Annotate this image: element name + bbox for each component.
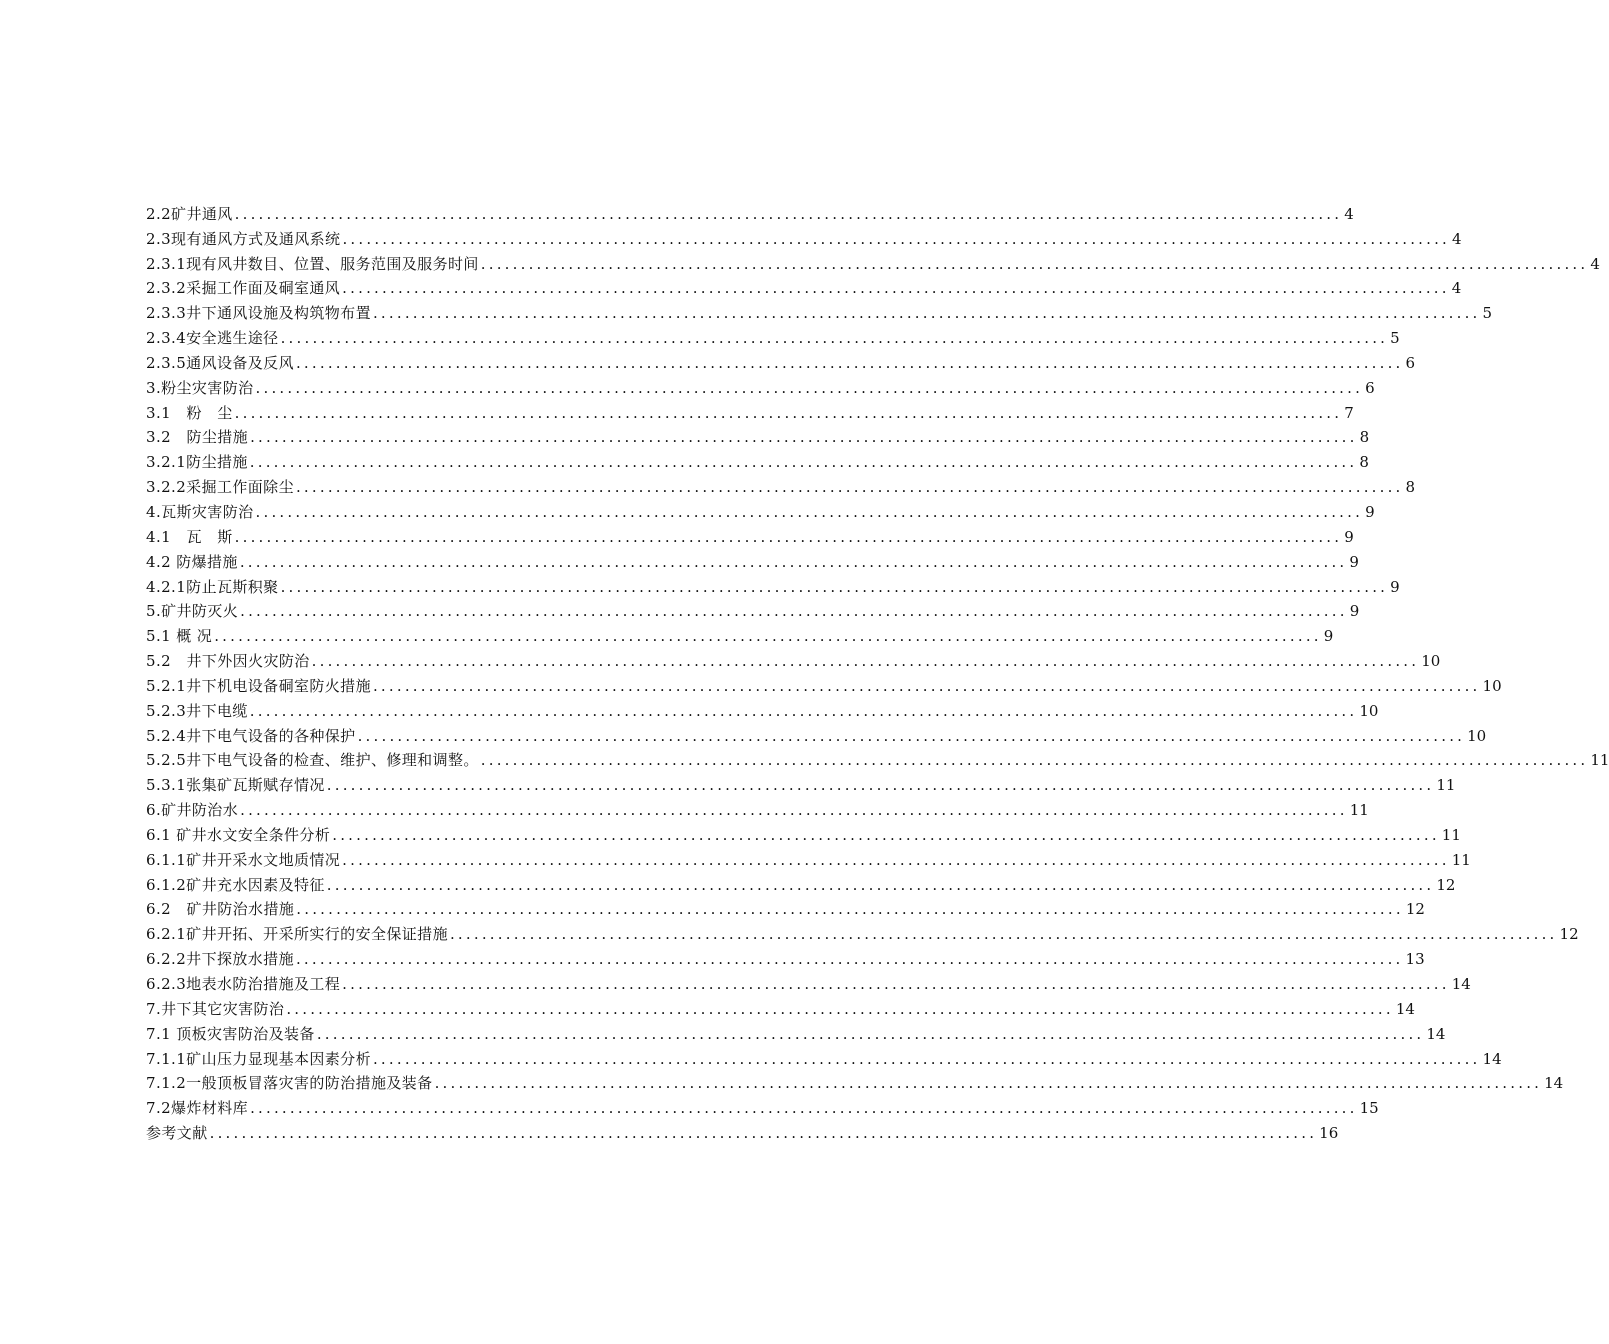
toc-entry[interactable] — [146, 348, 1416, 373]
toc-entry-page-number: 4 — [1451, 279, 1462, 298]
toc-entry-title: 4.2.1防止瓦斯积聚 — [146, 577, 279, 596]
toc-entry-title: 7.1.2一般顶板冒落灾害的防治措施及装备 — [146, 1074, 433, 1093]
toc-entry-title: 6.矿井防治水 — [146, 801, 239, 820]
toc-entry-page-number: 4 — [1590, 254, 1600, 273]
toc-entry-title: 6.2.1矿井开拓、开采所实行的安全保证措施 — [146, 925, 448, 944]
toc-entry-title: 6.2.2井下探放水措施 — [146, 950, 294, 969]
toc-entry[interactable] — [146, 423, 1370, 448]
toc-entry[interactable] — [146, 522, 1354, 547]
toc-entry[interactable] — [146, 472, 1416, 497]
toc-entry-title: 4.1 瓦 斯 — [146, 527, 233, 546]
toc-entry-page-number: 9 — [1349, 602, 1360, 621]
toc-entry[interactable] — [146, 895, 1425, 920]
toc-entry[interactable] — [146, 696, 1379, 721]
toc-entry-title: 5.3.1张集矿瓦斯赋存情况 — [146, 776, 325, 795]
toc-entry-page-number: 9 — [1390, 577, 1400, 596]
toc-entry-title: 3.2 防尘措施 — [146, 428, 249, 447]
toc-entry-page-number: 10 — [1467, 726, 1487, 745]
toc-entry-title: 5.2.5井下电气设备的检查、维护、修理和调整。 — [146, 751, 479, 770]
toc-dot-leader: ........................................................................................................................................... — [480, 254, 1589, 273]
toc-entry-title: 2.3现有通风方式及通风系统 — [146, 229, 341, 248]
toc-entry-title: 2.3.2采掘工作面及硐室通风 — [146, 279, 341, 298]
toc-entry-title: 参考文献 — [146, 1124, 208, 1143]
toc-entry-page-number: 5 — [1390, 329, 1400, 348]
toc-entry-page-number: 8 — [1359, 453, 1369, 472]
toc-dot-leader: ........................................................................................................................................... — [234, 403, 1343, 422]
toc-entry[interactable] — [146, 746, 1609, 771]
toc-dot-leader: ........................................................................................................................................... — [234, 204, 1343, 223]
toc-entry-page-number: 4 — [1452, 229, 1462, 248]
toc-dot-leader: ........................................................................................................................................... — [342, 279, 1450, 298]
toc-dot-leader: ........................................................................................................................................... — [372, 304, 1481, 323]
toc-dot-leader: ........................................................................................................................................... — [326, 875, 1435, 894]
toc-entry[interactable] — [146, 870, 1456, 895]
toc-entry-page-number: 12 — [1436, 875, 1456, 894]
toc-dot-leader: ........................................................................................................................................... — [311, 652, 1420, 671]
toc-entry[interactable] — [146, 572, 1400, 597]
toc-entry-title: 6.1 矿井水文安全条件分析 — [146, 825, 331, 844]
toc-entry-page-number: 9 — [1344, 527, 1354, 546]
toc-entry[interactable] — [146, 1093, 1379, 1118]
toc-dot-leader: ........................................................................................................................................... — [249, 453, 1358, 472]
toc-entry-title: 3.2.2采掘工作面除尘 — [146, 478, 294, 497]
toc-entry-title: 5.2.1井下机电设备硐室防火措施 — [146, 676, 371, 695]
toc-entry[interactable] — [146, 1118, 1339, 1143]
toc-dot-leader: ........................................................................................................................................... — [372, 1049, 1481, 1068]
toc-dot-leader: ........................................................................................................................................... — [342, 850, 1450, 869]
toc-entry[interactable] — [146, 994, 1415, 1019]
toc-entry-title: 6.2 矿井防治水措施 — [146, 900, 295, 919]
toc-entry-title: 4.瓦斯灾害防治 — [146, 502, 254, 521]
toc-entry[interactable] — [146, 1044, 1502, 1069]
toc-entry-title: 4.2 防爆措施 — [146, 552, 238, 571]
toc-dot-leader: ........................................................................................................................................... — [372, 676, 1481, 695]
toc-entry-page-number: 14 — [1395, 999, 1415, 1018]
toc-entry[interactable] — [146, 1019, 1446, 1044]
toc-entry-title: 2.2矿井通风 — [146, 204, 233, 223]
toc-dot-leader: ........................................................................................................................................... — [250, 1099, 1358, 1118]
toc-entry-page-number: 14 — [1482, 1049, 1502, 1068]
toc-entry-page-number: 5 — [1482, 304, 1493, 323]
toc-dot-leader: ........................................................................................................................................... — [316, 1024, 1425, 1043]
toc-entry-page-number: 9 — [1323, 627, 1334, 646]
toc-entry-page-number: 11 — [1441, 825, 1461, 844]
toc-dot-leader: ........................................................................................................................................... — [342, 229, 1451, 248]
toc-entry-title: 7.井下其它灾害防治 — [146, 999, 285, 1018]
toc-dot-leader: ........................................................................................................................................... — [295, 478, 1404, 497]
toc-entry[interactable] — [146, 497, 1375, 522]
toc-dot-leader: ........................................................................................................................................... — [255, 378, 1364, 397]
toc-entry-title: 2.3.4安全逃生途径 — [146, 329, 279, 348]
toc-entry[interactable] — [146, 597, 1360, 622]
toc-entry-page-number: 6 — [1405, 353, 1416, 372]
toc-entry[interactable] — [146, 646, 1441, 671]
toc-dot-leader: ........................................................................................................................................... — [240, 801, 1348, 820]
toc-entry-page-number: 12 — [1405, 900, 1425, 919]
toc-entry[interactable] — [146, 770, 1456, 795]
toc-entry-title: 7.1.1矿山压力显现基本因素分析 — [146, 1049, 371, 1068]
toc-entry[interactable] — [146, 274, 1462, 299]
toc-entry-page-number: 11 — [1451, 850, 1471, 869]
toc-entry[interactable] — [146, 621, 1334, 646]
table-of-contents — [146, 199, 1609, 1143]
toc-entry[interactable] — [146, 249, 1600, 274]
toc-dot-leader: ........................................................................................................................................... — [357, 726, 1466, 745]
toc-entry-title: 3.1 粉 尘 — [146, 403, 233, 422]
toc-entry-page-number: 14 — [1426, 1024, 1446, 1043]
toc-entry[interactable] — [146, 224, 1462, 249]
toc-entry-page-number: 16 — [1319, 1124, 1339, 1143]
toc-dot-leader: ........................................................................................................................................... — [295, 950, 1404, 969]
toc-entry-page-number: 14 — [1544, 1074, 1564, 1093]
toc-dot-leader: ........................................................................................................................................... — [234, 527, 1343, 546]
toc-entry-title: 3.粉尘灾害防治 — [146, 378, 254, 397]
toc-entry-title: 5.2 井下外因火灾防治 — [146, 652, 310, 671]
toc-entry[interactable] — [146, 795, 1369, 820]
toc-entry-title: 6.2.3地表水防治措施及工程 — [146, 975, 341, 993]
toc-dot-leader: ........................................................................................................................................... — [449, 925, 1558, 944]
toc-dot-leader: ........................................................................................................................................... — [280, 577, 1389, 596]
toc-entry[interactable] — [146, 547, 1359, 572]
toc-entry-page-number: 10 — [1482, 676, 1502, 695]
toc-entry[interactable] — [146, 721, 1487, 746]
toc-entry-page-number: 10 — [1359, 701, 1379, 720]
toc-entry-page-number: 6 — [1365, 378, 1375, 397]
toc-entry-title: 3.2.1防尘措施 — [146, 453, 248, 472]
toc-entry-page-number: 11 — [1436, 776, 1456, 795]
toc-entry-title: 6.1.2矿井充水因素及特征 — [146, 875, 325, 894]
toc-entry-title: 6.1.1矿井开采水文地质情况 — [146, 850, 341, 869]
toc-entry-title: 5.矿井防灭火 — [146, 602, 239, 621]
toc-entry-title: 5.2.4井下电气设备的各种保护 — [146, 726, 356, 745]
toc-entry-page-number: 7 — [1344, 403, 1354, 422]
toc-entry-title: 7.2爆炸材料库 — [146, 1099, 249, 1118]
toc-entry-page-number: 11 — [1349, 801, 1369, 820]
toc-dot-leader: ........................................................................................................................................... — [240, 602, 1348, 621]
toc-entry[interactable] — [146, 919, 1579, 944]
toc-entry-title: 5.1 概 况 — [146, 627, 213, 646]
toc-entry[interactable] — [146, 323, 1400, 348]
toc-entry-page-number: 4 — [1344, 204, 1354, 223]
toc-dot-leader: ........................................................................................................................................... — [249, 701, 1358, 720]
toc-dot-leader: ........................................................................................................................................... — [239, 552, 1348, 571]
toc-entry[interactable] — [146, 447, 1369, 472]
toc-dot-leader: ........................................................................................................................................... — [295, 353, 1404, 372]
toc-dot-leader: ........................................................................................................................................... — [480, 751, 1589, 770]
toc-entry-title: 5.2.3井下电缆 — [146, 701, 248, 720]
toc-entry-title: 2.3.1现有风井数目、位置、服务范围及服务时间 — [146, 254, 479, 273]
toc-entry-page-number: 12 — [1559, 925, 1579, 944]
toc-entry-page-number: 8 — [1405, 478, 1416, 497]
toc-entry[interactable] — [146, 969, 1471, 994]
toc-dot-leader: ........................................................................................................................................... — [286, 999, 1394, 1018]
toc-dot-leader: ........................................................................................................................................... — [434, 1074, 1543, 1093]
toc-entry[interactable] — [146, 373, 1375, 398]
toc-entry[interactable] — [146, 845, 1471, 870]
toc-dot-leader: ........................................................................................................................................... — [332, 825, 1440, 844]
toc-entry-title: 7.1 顶板灾害防治及装备 — [146, 1024, 315, 1043]
toc-entry[interactable] — [146, 398, 1354, 423]
toc-entry[interactable] — [146, 820, 1461, 845]
toc-entry-title: 2.3.3井下通风设施及构筑物布置 — [146, 304, 371, 323]
toc-entry-page-number: 9 — [1349, 552, 1359, 571]
toc-dot-leader: ........................................................................................................................................... — [326, 776, 1435, 795]
toc-entry[interactable] — [146, 199, 1354, 224]
toc-dot-leader: ........................................................................................................................................... — [250, 428, 1358, 447]
toc-dot-leader: ........................................................................................................................................... — [255, 502, 1364, 521]
toc-entry-page-number: 10 — [1421, 652, 1441, 671]
toc-entry[interactable] — [146, 944, 1425, 969]
toc-entry-page-number: 13 — [1405, 950, 1425, 969]
toc-entry-page-number: 9 — [1365, 502, 1375, 521]
toc-dot-leader: ........................................................................................................................................... — [296, 900, 1404, 919]
toc-entry[interactable] — [146, 298, 1493, 323]
toc-entry-page-number: 11 — [1590, 751, 1609, 770]
toc-entry-page-number: 8 — [1359, 428, 1370, 447]
toc-dot-leader: ........................................................................................................................................... — [342, 975, 1450, 993]
toc-entry-title: 2.3.5通风设备及反风 — [146, 353, 294, 372]
toc-entry[interactable] — [146, 1069, 1564, 1094]
toc-dot-leader: ........................................................................................................................................... — [214, 627, 1322, 646]
toc-dot-leader: ........................................................................................................................................... — [280, 329, 1389, 348]
toc-entry-page-number: 14 — [1451, 975, 1471, 993]
toc-entry[interactable] — [146, 671, 1502, 696]
toc-dot-leader: ........................................................................................................................................... — [209, 1124, 1318, 1143]
toc-entry-page-number: 15 — [1359, 1099, 1379, 1118]
